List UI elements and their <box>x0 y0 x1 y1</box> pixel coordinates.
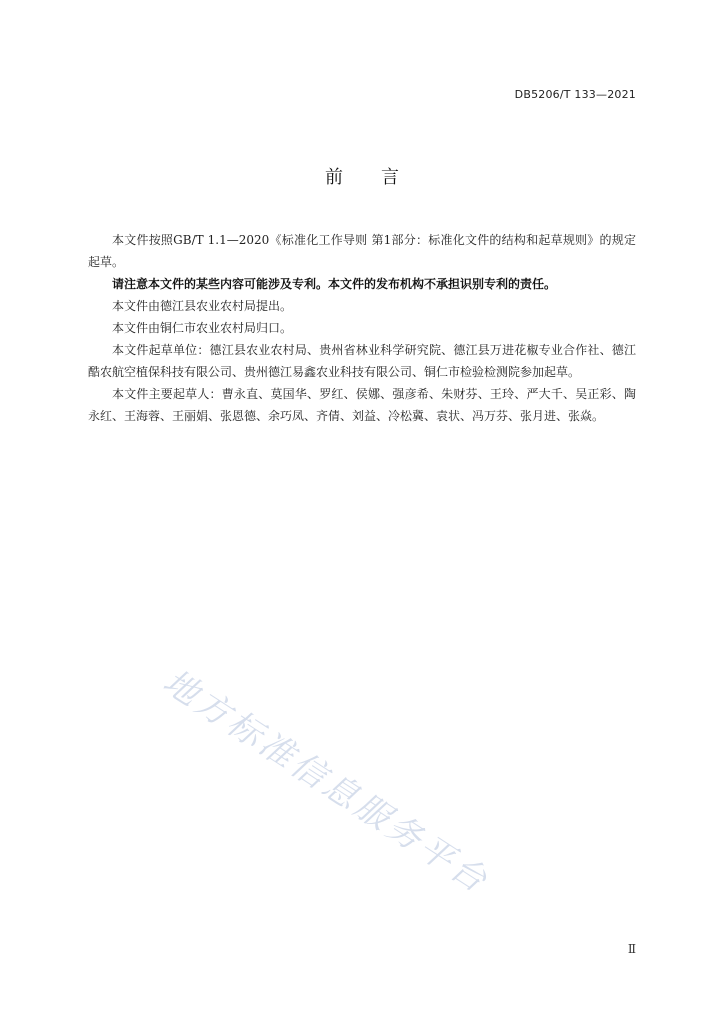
paragraph-patent-notice: 请注意本文件的某些内容可能涉及专利。本文件的发布机构不承担识别专利的责任。 <box>112 277 557 291</box>
watermark-text: 地方标准信息服务平台 <box>155 661 497 903</box>
page-title: 前言 <box>325 167 437 188</box>
paragraph-proposer: 本文件由德江县农业农村局提出。 <box>112 299 293 313</box>
paragraph-drafting-rules: 本文件按照GB/T 1.1—2020《标准化工作导则 第1部分：标准化文件的结构和起草规则》的规定起草。 <box>88 233 636 269</box>
paragraph-drafting-units: 本文件起草单位：德江县农业农村局、贵州省林业科学研究院、德江县万进花椒专业合作社、德江酷农航空植保科技有限公司、贵州德江易鑫农业科技有限公司、铜仁市检验检测院参加起草。 <box>88 343 636 379</box>
paragraph-administrator: 本文件由铜仁市农业农村局归口。 <box>112 321 293 335</box>
paragraph-drafters: 本文件主要起草人：曹永直、莫国华、罗红、侯娜、强彦希、朱财芬、王玲、严大千、吴正彩、陶永红、王海蓉、王丽娟、张恩德、余巧凤、齐倩、刘益、冷松冀、袁状、冯万芬、张月进、张焱。 <box>88 387 636 423</box>
foreword-body <box>88 229 636 427</box>
document-number: DB5206/T 133—2021 <box>514 88 636 101</box>
page-number: Ⅱ <box>627 942 636 956</box>
